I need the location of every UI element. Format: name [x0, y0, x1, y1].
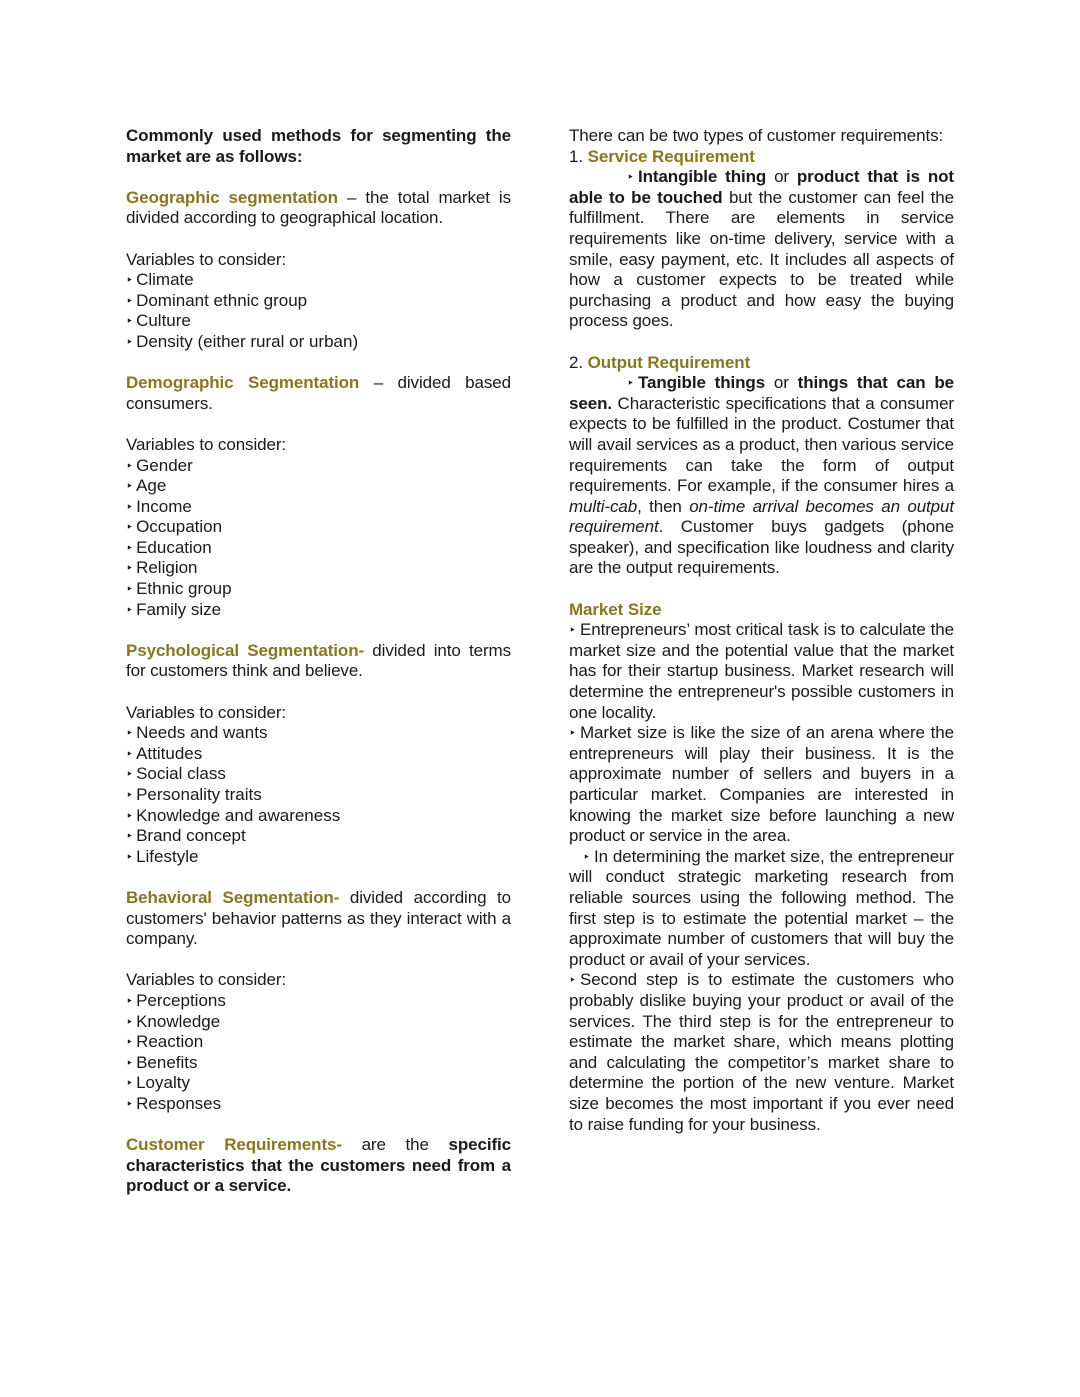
market-size-bullet-text: Entrepreneurs’ most critical task is to calculate the market size and the potential value that the market has for their startup business. Market research will determine the entrepreneur's possible customers in one locality. — [569, 620, 954, 722]
market-size-bullet-text: Market size is like the size of an arena where the entrepreneurs will play their business. It is the approximate number of sellers and buyers in a particular market. Companies are interested in knowing the market size before launching a new product or service in the area. — [569, 723, 954, 846]
triangle-bullet-icon: ‣ — [126, 499, 134, 514]
market-size-bullet-text: In determining the market size, the entrepreneur will conduct strategic marketing research from reliable sources using the following method. The first step is to estimate the potential market – the approximate number of customers that will buy the product or avail of your services. — [569, 846, 954, 969]
requirement-1-body-text: but the customer can feel the fulfillment. There are elements in service requirements like on-time delivery, service with a smile, easy payment, etc. It includes all aspects of how a customer expects to be treated while purchasing a product and how easy the buying process goes. — [569, 187, 954, 331]
triangle-bullet-icon: ‣ — [126, 1055, 134, 1070]
list-item — [126, 1073, 511, 1094]
triangle-bullet-icon: ‣ — [583, 849, 590, 864]
section-definition-geographic: – the total market is divided according to geographical location. — [126, 187, 511, 228]
section-term-geographic: Geographic segmentation — [126, 187, 338, 207]
customer-requirements-block — [126, 1135, 511, 1197]
triangle-bullet-icon: ‣ — [126, 602, 134, 617]
triangle-bullet-icon: ‣ — [126, 582, 134, 597]
left-column — [126, 126, 511, 1197]
requirement-2-mid-1: or — [765, 373, 798, 393]
list-item — [126, 1053, 511, 1074]
requirement-2-body — [569, 373, 954, 579]
requirement-1-bold-lead-2: product that is not able to be touched — [569, 167, 954, 207]
requirement-2-heading: Output Requirement — [587, 352, 751, 372]
list-item — [126, 291, 511, 312]
triangle-bullet-icon: ‣ — [126, 726, 134, 741]
intro-heading: Commonly used methods for segmenting the market are as follows: — [126, 126, 511, 166]
list-item-label: Family size — [136, 599, 222, 619]
list-item-label: Knowledge and awareness — [136, 805, 341, 825]
section-definition-psychological: divided into terms for customers think and believe. — [126, 640, 511, 681]
list-item-label: Reaction — [136, 1032, 204, 1052]
spacer — [126, 229, 511, 250]
list-item-label: Attitudes — [136, 743, 203, 763]
customer-requirements-bold: specific characteristics that the customers need from a product or a service. — [126, 1135, 511, 1196]
two-column-layout — [126, 126, 954, 1197]
triangle-bullet-icon: ‣ — [126, 808, 134, 823]
list-item-label: Occupation — [136, 517, 223, 537]
triangle-bullet-icon: ‣ — [126, 767, 134, 782]
spacer — [126, 414, 511, 435]
requirement-1-heading: Service Requirement — [587, 146, 755, 166]
triangle-bullet-icon: ‣ — [569, 973, 576, 988]
list-item-label: Loyalty — [136, 1073, 190, 1093]
list-item — [126, 991, 511, 1012]
list-item-label: Culture — [136, 311, 191, 331]
market-size-bullet-text: Second step is to estimate the customers who probably dislike buying your product or avail of the services. The third step is for the entrepreneur to estimate the market share, which means plotting and calculating the competitor’s market share to determine the portion of the new venture. Market size becomes the most important if you ever need to raise funding for your business. — [569, 970, 954, 1134]
requirement-1-mid-1: or — [766, 167, 797, 187]
requirement-2-body-part-3: . Customer buys gadgets (phone speaker), and specification like loudness and clarity are the output requirements. — [569, 517, 954, 578]
variables-label-geographic: Variables to consider: — [126, 249, 287, 269]
list-item — [126, 332, 511, 353]
list-item-label: Dominant ethnic group — [136, 290, 308, 310]
list-item — [126, 785, 511, 806]
requirements-intro: There can be two types of customer requirements: — [569, 126, 944, 145]
list-item-label: Income — [136, 496, 192, 516]
list-item-label: Responses — [136, 1093, 222, 1113]
triangle-bullet-icon: ‣ — [126, 314, 134, 329]
list-item-label: Perceptions — [136, 990, 226, 1010]
customer-requirements-term: Customer Requirements- — [126, 1135, 342, 1155]
list-item — [126, 270, 511, 291]
triangle-bullet-icon: ‣ — [126, 293, 134, 308]
spacer — [126, 867, 511, 888]
list-item-label: Religion — [136, 558, 198, 578]
variables-label-demographic: Variables to consider: — [126, 434, 287, 454]
list-item-label: Personality traits — [136, 785, 262, 804]
list-item — [126, 476, 511, 497]
market-size-bullet — [569, 970, 954, 1135]
triangle-bullet-icon: ‣ — [126, 993, 134, 1008]
customer-requirements-plain: are the — [341, 1135, 449, 1155]
requirement-2-bold-lead-1: Tangible things — [637, 373, 766, 393]
section-definition-demographic: – divided based consumers. — [126, 373, 511, 413]
triangle-bullet-icon: ‣ — [126, 829, 134, 844]
list-item — [126, 744, 511, 765]
section-behavioral-definition — [126, 888, 511, 950]
list-item — [126, 311, 511, 332]
spacer — [569, 332, 954, 353]
right-column — [569, 126, 954, 1197]
list-item-label: Density (either rural or urban) — [136, 331, 359, 351]
triangle-bullet-icon: ‣ — [126, 520, 134, 535]
section-term-demographic: Demographic Segmentation — [126, 373, 360, 393]
requirement-2-italic-2: on-time arrival becomes an output requirement — [569, 496, 954, 537]
list-item-label: Needs and wants — [136, 723, 268, 743]
list-item — [126, 558, 511, 579]
market-size-bullet — [569, 620, 954, 723]
list-item-label: Climate — [136, 270, 194, 290]
list-item-label: Age — [136, 476, 167, 496]
triangle-bullet-icon: ‣ — [627, 376, 634, 391]
requirement-1-bold-lead-1: Intangible thing — [637, 167, 767, 187]
triangle-bullet-icon: ‣ — [126, 1035, 134, 1050]
triangle-bullet-icon: ‣ — [126, 849, 134, 864]
list-item-label: Lifestyle — [136, 846, 199, 866]
list-item — [126, 517, 511, 538]
list-item-label: Education — [136, 537, 212, 557]
variables-label-psychological: Variables to consider: — [126, 702, 287, 722]
section-term-behavioral: Behavioral Segmentation- — [126, 887, 340, 907]
market-size-bullet — [569, 847, 954, 971]
section-term-psychological: Psychological Segmentation- — [126, 640, 365, 660]
requirement-1-heading-line — [569, 147, 954, 168]
triangle-bullet-icon: ‣ — [126, 746, 134, 761]
list-item — [126, 456, 511, 477]
list-item-label: Knowledge — [136, 1011, 221, 1031]
requirement-2-heading-line — [569, 353, 954, 374]
requirement-1-body — [569, 167, 954, 332]
triangle-bullet-icon: ‣ — [126, 1076, 134, 1091]
triangle-bullet-icon: ‣ — [126, 1014, 134, 1029]
triangle-bullet-icon: ‣ — [126, 1096, 134, 1111]
list-item-label: Brand concept — [136, 826, 246, 846]
list-item — [126, 600, 511, 621]
triangle-bullet-icon: ‣ — [126, 788, 134, 802]
section-definition-behavioral: divided according to customers' behavior patterns as they interact with a company. — [126, 887, 511, 949]
spacer — [569, 579, 954, 600]
requirement-2-number: 2. — [569, 352, 588, 372]
triangle-bullet-icon: ‣ — [126, 273, 134, 288]
list-item-label: Benefits — [136, 1052, 198, 1072]
triangle-bullet-icon: ‣ — [627, 170, 634, 185]
market-size-heading: Market Size — [569, 599, 662, 619]
list-item — [126, 1012, 511, 1033]
triangle-bullet-icon: ‣ — [569, 623, 576, 638]
triangle-bullet-icon: ‣ — [126, 540, 134, 555]
requirement-1-number: 1. — [569, 146, 588, 166]
triangle-bullet-icon: ‣ — [126, 334, 134, 349]
spacer — [126, 353, 511, 374]
list-item — [126, 764, 511, 785]
section-demographic-definition — [126, 373, 511, 414]
section-geographic-definition — [126, 188, 511, 229]
variables-label-behavioral: Variables to consider: — [126, 970, 287, 990]
list-item-label: Ethnic group — [136, 579, 232, 599]
list-item — [126, 826, 511, 847]
list-item — [126, 723, 511, 744]
list-item — [126, 579, 511, 600]
spacer — [126, 682, 511, 703]
spacer — [126, 620, 511, 641]
triangle-bullet-icon: ‣ — [126, 561, 134, 576]
list-item — [126, 538, 511, 559]
spacer — [126, 950, 511, 971]
list-item — [126, 1094, 511, 1115]
triangle-bullet-icon: ‣ — [126, 458, 134, 473]
requirement-2-bold-lead-2: things that can be seen. — [569, 373, 954, 413]
requirement-2-body-part-1: Characteristic specifications that a consumer expects to be fulfilled in the product. Costumer that will avail services as a product, then various service requirements can take the form of output requirements. For example, if the consumer hires a — [569, 393, 954, 496]
market-size-bullet — [569, 723, 954, 847]
list-item-label: Social class — [136, 764, 226, 784]
requirement-2-body-part-2: , then — [637, 496, 690, 516]
requirement-2-italic-1: multi-cab — [569, 496, 638, 516]
section-psychological-definition — [126, 641, 511, 682]
spacer — [126, 1115, 511, 1136]
triangle-bullet-icon: ‣ — [569, 726, 576, 741]
list-item — [126, 806, 511, 827]
list-item — [126, 847, 511, 868]
list-item — [126, 1032, 511, 1053]
list-item-label: Gender — [136, 455, 193, 475]
triangle-bullet-icon: ‣ — [126, 479, 134, 494]
spacer — [126, 167, 511, 188]
list-item — [126, 497, 511, 518]
